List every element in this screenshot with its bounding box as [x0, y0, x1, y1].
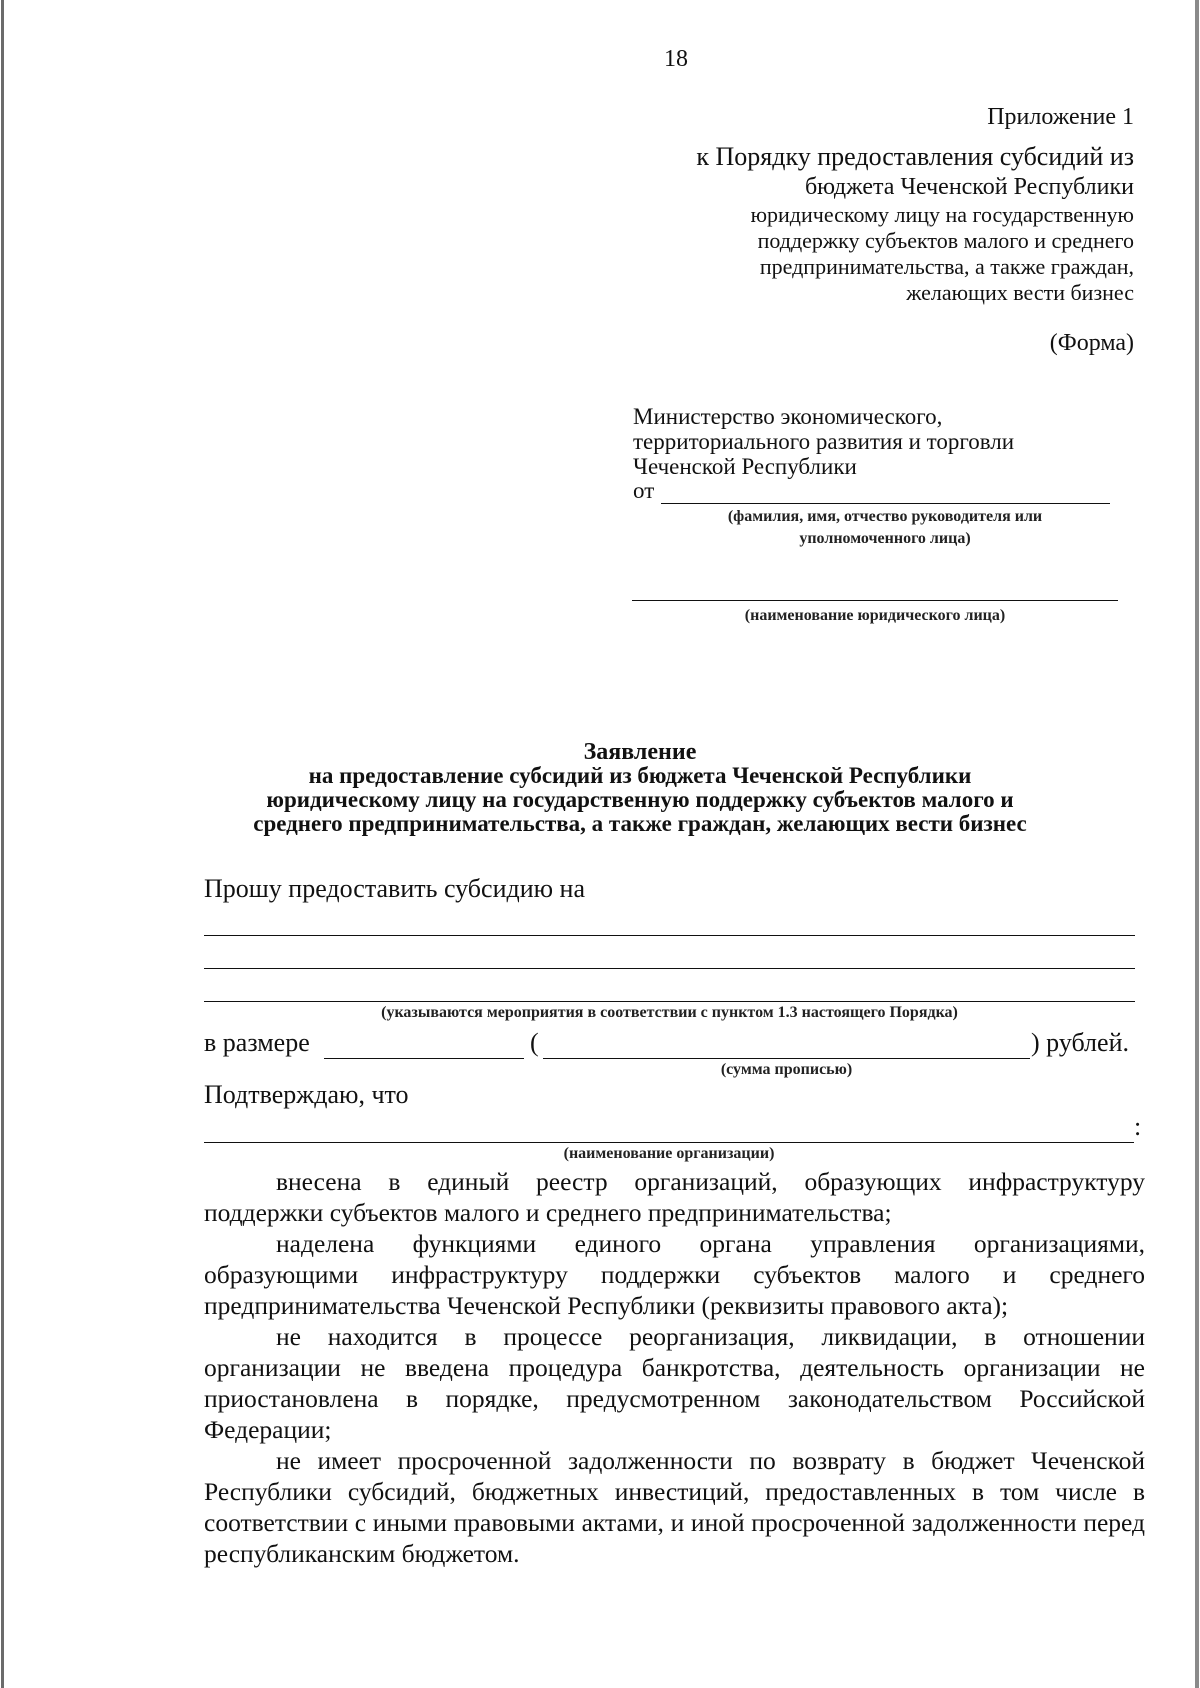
form-mark: (Форма): [1049, 330, 1134, 356]
entity-caption: (наименование юридического лица): [744, 607, 1006, 624]
organization-line[interactable]: [204, 1142, 1134, 1143]
from-label: от: [633, 478, 655, 503]
heading-line: среднего предпринимательства, а также граждан, желающих вести бизнес: [253, 811, 1027, 836]
order-reference-line: предпринимательства, а также граждан,: [759, 254, 1134, 279]
confirmation-colon: :: [1134, 1112, 1142, 1141]
amount-number-line[interactable]: [324, 1058, 524, 1059]
confirmation-paragraph: не находится в процессе реорганизация, ликвидации, в отношении организации не введена процедура банкротства, деятельность организации не приостановлена в порядке, предусмотренном законодательством Российской Федерации;: [204, 1322, 1145, 1444]
heading-line: юридическому лицу на государственную поддержку субъектов малого и: [266, 787, 1014, 812]
amount-words-caption: (сумма прописью): [720, 1061, 853, 1078]
order-reference-line: желающих вести бизнес: [906, 280, 1134, 305]
confirmation-label: Подтверждаю, что: [204, 1080, 409, 1109]
addressee-line: территориального развития и торговли: [633, 429, 1015, 454]
addressee-block: [633, 404, 1014, 479]
addressee-line: Министерство экономического,: [633, 404, 943, 429]
order-reference-line: бюджета Чеченской Республики: [804, 174, 1134, 200]
order-reference-line: к Порядку предоставления субсидий из: [696, 142, 1134, 171]
document-heading: [200, 740, 1080, 836]
confirmation-list: [204, 1166, 1145, 1569]
head-caption-line: уполномоченного лица): [799, 530, 971, 547]
events-line-1[interactable]: [204, 935, 1135, 936]
confirmation-paragraph: не имеет просроченной задолженности по возврату в бюджет Чеченской Республики субсидий, бюджетных инвестиций, предоставленных в том числе в соответствии с иными правовыми актами, и иной просроченной задолженности перед республиканским бюджетом.: [204, 1446, 1145, 1568]
organization-caption: (наименование организации): [563, 1145, 775, 1162]
head-caption-line: (фамилия, имя, отчество руководителя или: [727, 508, 1043, 525]
open-paren: (: [530, 1028, 539, 1057]
applicant-name-line[interactable]: [661, 503, 1110, 504]
addressee-line: Чеченской Республики: [633, 454, 857, 479]
events-caption: (указываются мероприятия в соответствии с пунктом 1.3 настоящего Порядка): [381, 1004, 958, 1021]
scan-edge-right: [1195, 0, 1199, 1688]
order-reference: [594, 142, 1134, 306]
rubles-label: ) рублей.: [1031, 1028, 1129, 1057]
events-line-3[interactable]: [204, 1001, 1135, 1002]
heading-title: Заявление: [583, 739, 697, 765]
amount-words-line[interactable]: [543, 1058, 1030, 1059]
heading-line: на предоставление субсидий из бюджета Чеченской Республики: [308, 763, 972, 788]
scan-edge-left: [1, 0, 4, 1688]
request-text: Прошу предоставить субсидию на: [204, 874, 586, 903]
entity-name-line[interactable]: [632, 600, 1118, 601]
head-caption: [640, 508, 1130, 548]
order-reference-line: юридическому лицу на государственную: [750, 202, 1134, 227]
events-line-2[interactable]: [204, 968, 1135, 969]
order-reference-line: поддержку субъектов малого и среднего: [757, 228, 1134, 253]
appendix-label: Приложение 1: [987, 104, 1134, 130]
confirmation-paragraph: внесена в единый реестр организаций, образующих инфраструктуру поддержки субъектов малого и среднего предпринимательства;: [204, 1167, 1145, 1227]
amount-label: в размере: [204, 1028, 310, 1057]
confirmation-paragraph: наделена функциями единого органа управления организациями, образующими инфраструктуру поддержки субъектов малого и среднего предпринимательства Чеченской Республики (реквизиты правового акта);: [204, 1229, 1145, 1320]
page-number: 18: [664, 46, 688, 72]
